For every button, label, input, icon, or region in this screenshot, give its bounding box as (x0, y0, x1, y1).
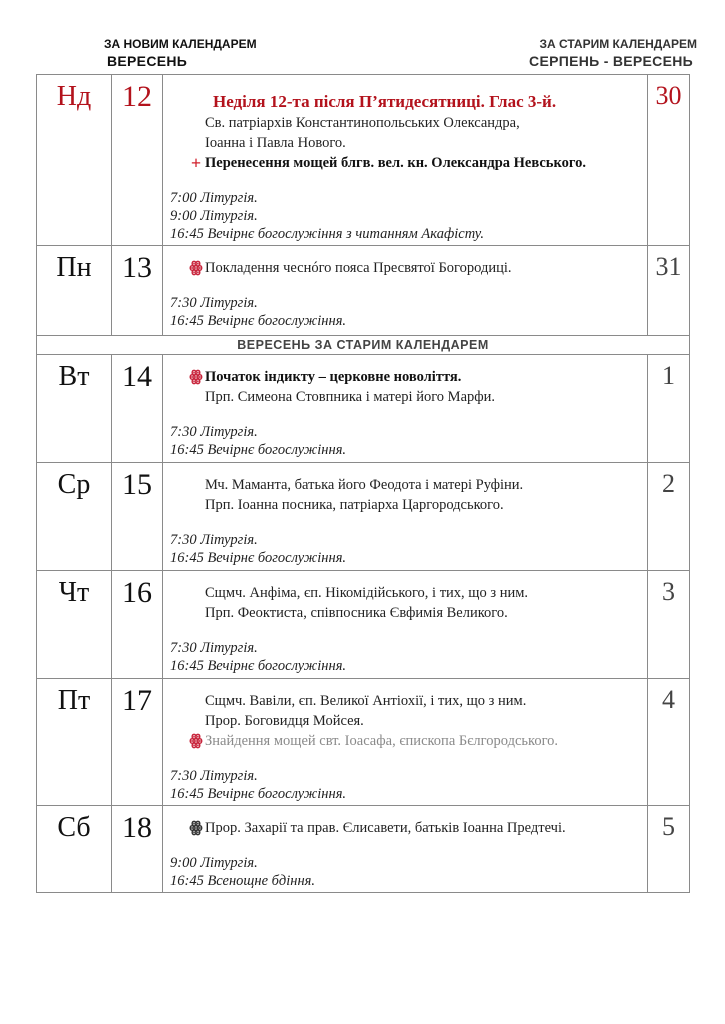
day-number-cell: 14 (112, 355, 163, 463)
service-time: 9:00 Літургія. (170, 855, 258, 871)
events-cell (163, 246, 648, 336)
event-list (170, 355, 643, 407)
event-text: Сщмч. Анфіма, єп. Нікомідійського, і тих, що з ним. (205, 585, 529, 601)
service-list (170, 639, 643, 675)
event-text: Неділя 12-та після П’ятидесятниці. Глас 3-й. (213, 92, 557, 111)
event-text: Початок індикту – церковне новоліття. (205, 369, 462, 385)
events-cell (163, 75, 648, 246)
service-time: 7:00 Літургія. (170, 190, 258, 206)
events-cell (163, 806, 648, 893)
feast-typikon-icon: ꙮ (189, 260, 203, 276)
new-calendar-label: ЗА НОВИМ КАЛЕНДАРЕМ (104, 37, 257, 51)
event-item (170, 711, 643, 731)
separator-label: ВЕРЕСЕНЬ ЗА СТАРИМ КАЛЕНДАРЕМ (37, 336, 690, 355)
event-text: Перенесення мощей блгв. вел. кн. Олександра Невського. (205, 155, 586, 171)
day-number-cell: 15 (112, 463, 163, 571)
service-time: 7:30 Літургія. (170, 424, 258, 440)
event-list (170, 246, 643, 278)
event-text: Прор. Боговидця Мойсея. (205, 713, 364, 729)
service-time: 7:30 Літургія. (170, 295, 258, 311)
old-day-cell: 2 (648, 463, 690, 571)
weekday-cell: Ср (37, 463, 112, 571)
events-cell (163, 463, 648, 571)
events-cell (163, 571, 648, 679)
separator-row (37, 336, 690, 355)
day-number-cell: 17 (112, 679, 163, 806)
day-row (37, 355, 690, 463)
event-item (170, 91, 643, 113)
weekday-cell: Нд (37, 75, 112, 246)
event-text: Прп. Феоктиста, співпосника Євфимія Великого. (205, 605, 508, 621)
event-text: Іоанна і Павла Нового. (205, 135, 346, 151)
event-item (170, 153, 643, 173)
service-list (170, 189, 643, 243)
weekday-cell: Сб (37, 806, 112, 893)
event-item (170, 258, 643, 278)
service-time: 16:45 Вечірнє богослужіння. (170, 442, 347, 458)
service-time: 16:45 Вечірнє богослужіння. (170, 550, 347, 566)
day-number-cell: 13 (112, 246, 163, 336)
feast-typikon-icon: ꙮ (189, 733, 203, 749)
service-time: 16:45 Вечірнє богослужіння з читанням Акафісту. (170, 226, 484, 242)
event-text: Прор. Захарії та прав. Єлисавети, батьків Іоанна Предтечі. (205, 820, 566, 836)
event-list (170, 679, 643, 751)
day-row (37, 571, 690, 679)
event-list (170, 806, 643, 838)
event-list (170, 463, 643, 515)
service-time: 7:30 Літургія. (170, 640, 258, 656)
event-list (170, 571, 643, 623)
event-text: Знайдення мощей свт. Іоасафа, єпископа Бєлгородського. (205, 733, 559, 749)
service-time: 9:00 Літургія. (170, 208, 258, 224)
day-number-cell: 18 (112, 806, 163, 893)
event-list (170, 75, 643, 173)
event-item (170, 495, 643, 515)
weekday-cell: Вт (37, 355, 112, 463)
feast-typikon-icon: ꙮ (189, 369, 203, 385)
day-row (37, 246, 690, 336)
service-time: 16:45 Вечірнє богослужіння. (170, 658, 347, 674)
service-list (170, 294, 643, 330)
event-item (170, 113, 643, 133)
service-list (170, 854, 643, 890)
event-item (170, 603, 643, 623)
calendar-table (36, 74, 690, 893)
service-list (170, 767, 643, 803)
event-item (170, 731, 643, 751)
day-row (37, 463, 690, 571)
event-text: Св. патріархів Константинопольських Олександра, (205, 115, 520, 131)
old-calendar-label: ЗА СТАРИМ КАЛЕНДАРЕМ (539, 37, 697, 51)
event-text: Прп. Симеона Стовпника і матері його Марфи. (205, 389, 496, 405)
day-number-cell: 12 (112, 75, 163, 246)
day-row (37, 75, 690, 246)
day-row (37, 679, 690, 806)
old-day-cell: 1 (648, 355, 690, 463)
service-time: 16:45 Вечірнє богослужіння. (170, 786, 347, 802)
weekday-cell: Пн (37, 246, 112, 336)
event-text: Мч. Маманта, батька його Феодота і матері Руфіни. (205, 477, 524, 493)
service-time: 7:30 Літургія. (170, 768, 258, 784)
weekday-cell: Пт (37, 679, 112, 806)
day-row (37, 806, 690, 893)
event-item (170, 367, 643, 387)
old-day-cell: 31 (648, 246, 690, 336)
cross-icon: + (190, 153, 202, 173)
service-time: 16:45 Всенощне бдіння. (170, 873, 316, 889)
old-day-cell: 4 (648, 679, 690, 806)
event-text: Прп. Іоанна посника, патріарха Царгородського. (205, 497, 504, 513)
new-calendar-month: ВЕРЕСЕНЬ (107, 53, 188, 69)
service-list (170, 531, 643, 567)
weekday-cell: Чт (37, 571, 112, 679)
old-day-cell: 3 (648, 571, 690, 679)
event-item (170, 387, 643, 407)
day-number-cell: 16 (112, 571, 163, 679)
old-calendar-month: СЕРПЕНЬ - ВЕРЕСЕНЬ (529, 53, 693, 69)
event-item (170, 475, 643, 495)
events-cell (163, 355, 648, 463)
event-item (170, 691, 643, 711)
feast-typikon-icon: ꙮ (189, 820, 203, 836)
event-item (170, 818, 643, 838)
events-cell (163, 679, 648, 806)
event-text: Покладення чеснóго пояса Пресвятої Богородиці. (205, 260, 512, 276)
service-time: 7:30 Літургія. (170, 532, 258, 548)
old-day-cell: 5 (648, 806, 690, 893)
event-text: Сщмч. Вавіли, єп. Великої Антіохії, і тих, що з ним. (205, 693, 527, 709)
service-time: 16:45 Вечірнє богослужіння. (170, 313, 347, 329)
old-day-cell: 30 (648, 75, 690, 246)
service-list (170, 423, 643, 459)
event-item (170, 583, 643, 603)
event-item (170, 133, 643, 153)
